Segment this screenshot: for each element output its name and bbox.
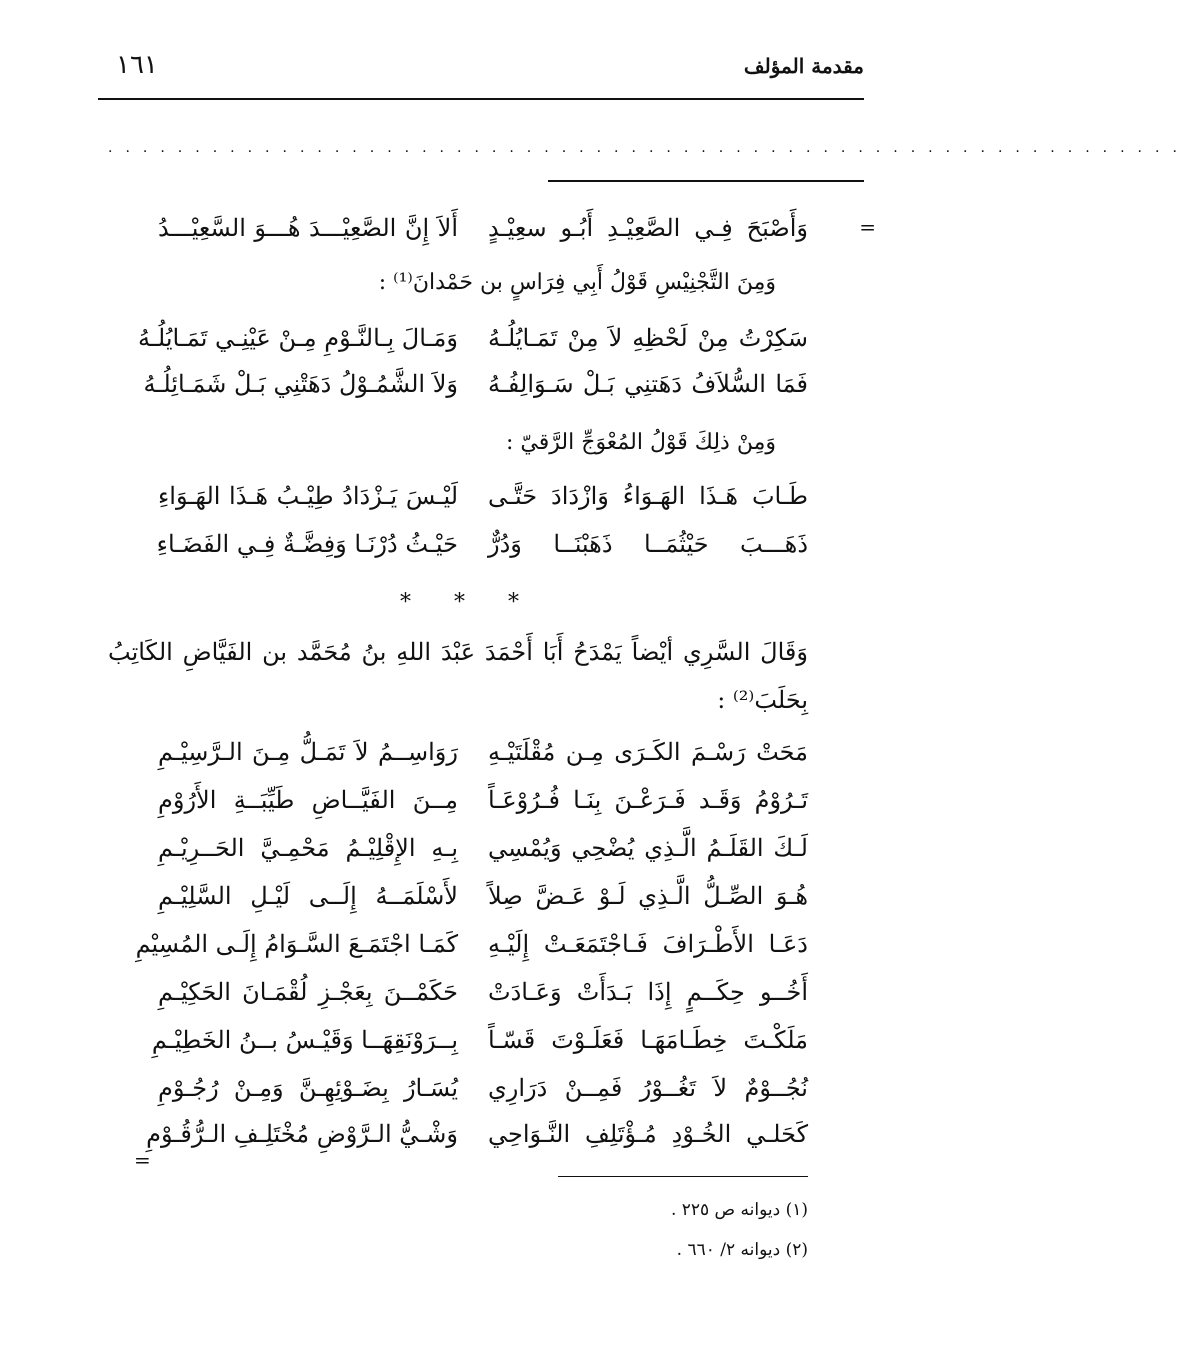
prose-line: وَقَالَ السَّرِي أيْضاً يَمْدَحُ أَبَا أَحْمَدَ عَبْدَ اللهِ بنُ مُحَمَّد بن الفَيَّاضِ الكَاتِبُ [108,638,808,666]
verse-hemistich-left: يُسَـارُ بِضَـوْئِهِـنَّ وَمِـنْ رُجُـوْمِ [158,1074,458,1102]
verse-hemistich-right: هُـوَ الصِّـلُّ الَّـذِي لَـوْ عَـضَّ صِلاً [488,882,808,910]
verse-hemistich-left: بِــرَوْنَقِهَــا وَقَيْـسُ بــنُ الخَطِيْـمِ [151,1026,458,1054]
verse-hemistich-left: مِــنَ الفَيَّــاضِ طَيِّبَــةِ الأَرُوْمِ [158,786,458,814]
intro-paragraph: وَمِنَ التَّجْنِيْسِ قَوْلُ أَبِي فِرَاسٍ بن حَمْدانَ⁽¹⁾ : [378,270,776,295]
header-rule [98,98,864,100]
footnote: (٢) ديوانه ٢/ ٦٦٠ . [676,1240,808,1260]
verse-hemistich-left: وَمَـالَ بِـالنَّـوْمِ مِـنْ عَيْنِـي تَمَـايُلُـهُ [137,324,458,352]
intro-paragraph: وَمِنْ ذلِكَ قَوْلُ المُعْوَجِّ الرَّقيّ : [506,430,776,455]
verse-hemistich-left: لَيْـسَ يَـزْدَادُ طِيْـبُ هَـذَا الهَـوَاءِ [158,482,458,510]
verse-hemistich-left: حَيْـثُ دُرْنَـا وَفِضَّـةٌ فِـي الفَضَـاءِ [156,530,458,558]
verse-hemistich-left: أَلاَ إِنَّ الصَّعِيْـــدَ هُـــوَ السَّعِيْـــدُ [158,214,458,242]
verse-hemistich-right: مَحَتْ رَسْـمَ الكَـرَى مِـن مُقْلَتَيْـهِ [488,738,808,766]
continuation-mark-top: = [859,215,876,239]
verse-hemistich-left: وَشْـيُّ الـرَّوْضِ مُخْتَلِـفِ الـرُّقُـوْمِ [146,1120,458,1148]
verse-hemistich-left: وَلاَ الشَّمُـوْلُ دَهَتْنِي بَـلْ شَمَـائِلُـهُ [143,370,458,398]
footnote-rule [558,1176,808,1177]
verse-hemistich-left: حَكَمْــنَ بِعَجْـزِ لُقْمَـانَ الحَكِيْـمِ [158,978,458,1006]
verse-hemistich-right: كَحَلـي الخُـوْدِ مُـؤْتَلِفِ النَّـوَاحِي [488,1120,808,1148]
verse-hemistich-right: فَمَا السُّلاَفُ دَهَتنِي بَـلْ سَـوَالِفُـهُ [488,370,808,398]
verse-hemistich-left: رَوَاسِــمُ لاَ تَمَـلُّ مِـنَ الـرَّسِيْـمِ [158,738,458,766]
verse-hemistich-left: بِـهِ الإِقْلِيْـمُ مَحْمِـيَّ الحَــرِيْـمِ [158,834,458,862]
verse-hemistich-right: طَـابَ هَـذَا الهَـوَاءُ وَازْدَادَ حَتَّـى [488,482,808,510]
verse-hemistich-right: لَـكَ القَلَـمُ الَّـذِي يُضْحِي وَيُمْسِي [488,834,808,862]
verse-hemistich-right: وَأَصْبَحَ فِـي الصَّعِيْـدِ أَبُـو سعِيْـدٍ [488,214,808,242]
verse-hemistich-right: مَلَكْـتَ خِطَـامَهَـا فَعَلَـوْتَ قَسّـاً [488,1026,808,1054]
verse-hemistich-right: تَـرُوْمُ وَقَـد فَـرَعْـنَ بِنَـا فُـرُوْعَـاً [488,786,808,814]
verse-hemistich-left: كَمَـا اجْتَمَـعَ السَّـوَامُ إِلَـى المُسِيْمِ [135,930,458,958]
verse-hemistich-right: أَخُــو حِكَــمٍ إِذَا بَـدَأَتْ وَعَـادَتْ [488,978,808,1006]
continuation-mark-bottom: = [134,1148,151,1172]
verse-hemistich-right: نُجُــوْمٌ لاَ تَغُــوْرُ فَمِــنْ دَرَارِي [488,1074,808,1102]
dotted-separator: .............................................................. [108,140,1190,156]
prose-line: بِحَلَبَ⁽²⁾ : [717,686,808,714]
footnote: (١) ديوانه ص ٢٢٥ . [670,1200,808,1220]
page-number: ١٦١ [116,50,158,80]
running-header-title: مقدمة المؤلف [743,54,864,78]
section-separator: * * * [400,590,537,615]
continuation-rule [548,180,864,182]
verse-hemistich-right: سَكِرْتُ مِنْ لَحْظِهِ لاَ مِنْ تَمَـايُلُـهُ [488,324,808,352]
verse-hemistich-right: دَعَـا الأَطْـرَافَ فَـاجْتَمَعَـتْ إِلَيْـهِ [488,930,808,958]
verse-hemistich-right: ذَهَـــبَ حَيْثُمَــا ذَهَبْنَــا وَدُرٌّ [488,530,808,558]
verse-hemistich-left: لأَسْلَمَــهُ إِلَــى لَيْـلِ السَّلِيْـمِ [158,882,458,910]
